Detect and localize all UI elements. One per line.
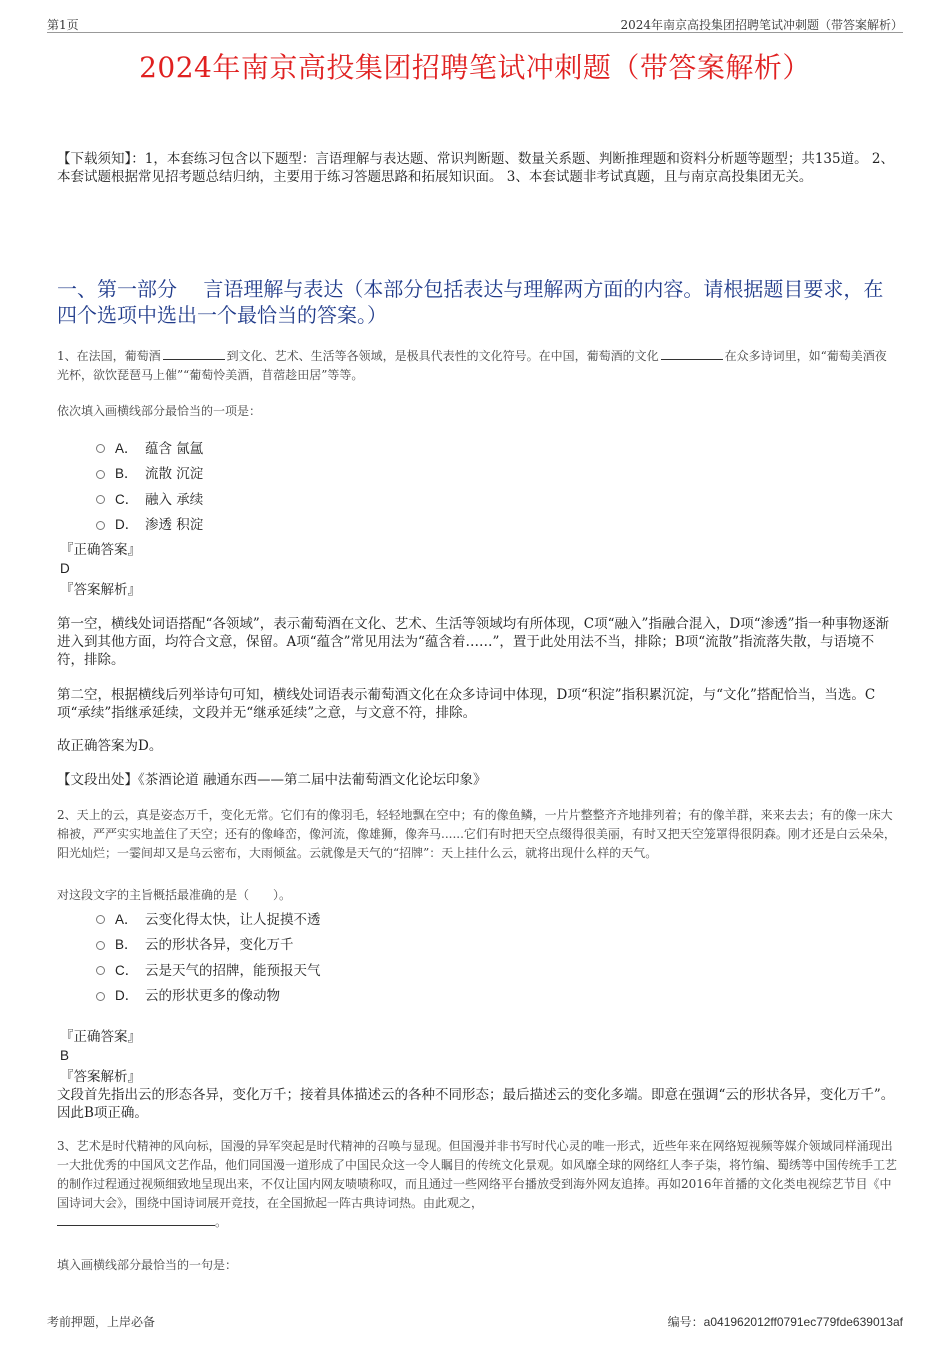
- question-2-prompt: 对这段文字的主旨概括最准确的是（ ）。: [57, 888, 292, 902]
- radio-icon[interactable]: [96, 992, 105, 1001]
- section-heading: 一、第一部分 言语理解与表达（本部分包括表达与理解两方面的内容。请根据题目要求，在四个选项中选出一个最恰当的答案。）: [57, 277, 884, 327]
- analysis-paragraph-1: 第一空，横线处词语搭配“各领域”，表示葡萄酒在文化、艺术、生活等领域均有所体现，C项“融入”指融合混入，D项“渗透”指一种事物逐渐进入到其他方面，均符合文意，保留。A项“蕴含”常见用法为“蕴含着……”，置于此处用法不当，排除；B项“流散”指流落失散，与语境不符，排除。: [57, 616, 890, 668]
- analysis-label: 『答案解析』: [60, 582, 141, 598]
- radio-icon[interactable]: [96, 966, 105, 975]
- page-header: [47, 12, 903, 33]
- option-b[interactable]: B． 流散 沉淀: [96, 460, 203, 486]
- radio-icon[interactable]: [96, 470, 105, 479]
- question-3-text: 3、艺术是时代精神的风向标，国漫的异军突起是时代精神的召唤与显现。但国漫并非书写时代心灵的唯一形式，近些年来在网络短视频等媒介领域同样涌现出一大批优秀的中国风文艺作品，他们同国漫一道形成了中国民众这一令人瞩目的传统文化景观。如风靡全球的网络红人李子柒，将竹编、蜀绣等中国传统手工艺的制作过程通过视频细致地呈现出来，不仅让国内网友啧啧称叹，而且通过一些网络平台播放受到海外网友追捧。再如2016年首播的文化类电视综艺节目《中国诗词大会》，围绕中国诗词展开竞技，在全国掀起一阵古典诗词热。由此观之， 。: [57, 1139, 898, 1229]
- question-2-text: 2、天上的云，真是姿态万千，变化无常。它们有的像羽毛，轻轻地飘在空中；有的像鱼鳞，一片片整整齐齐地排列着；有的像羊群，来来去去；有的像一床大棉被，严严实实地盖住了天空；还有的像峰峦，像河流，像雄狮，像奔马......它们有时把天空点缀得很美丽，有时又把天空笼罩得很阴森。刚才还是白云朵朵，阳光灿烂；一霎间却又是乌云密布，大雨倾盆。云就像是天气的“招牌”：天上挂什么云，就将出现什么样的天气。: [57, 808, 896, 860]
- passage-source: 【文段出处】《茶酒论道 融通东西——第二届中法葡萄酒文化论坛印象》: [57, 772, 487, 788]
- answer-label: 『正确答案』: [60, 542, 141, 558]
- radio-icon[interactable]: [96, 941, 105, 950]
- fill-blank: [661, 348, 723, 360]
- question-1-text: 1、在法国，葡萄酒 到文化、艺术、生活等各领域，是极具代表性的文化符号。在中国，葡萄酒的文化 在众多诗词里，如“葡萄美酒夜光杯，欲饮琵琶马上催”“葡萄怜美酒，苜蓿趁田居”等等。: [57, 349, 887, 382]
- question-3-prompt: 填入画横线部分最恰当的一句是：: [57, 1258, 238, 1272]
- answer-label: 『正确答案』: [60, 1029, 141, 1045]
- header-doc-title: 2024年南京高投集团招聘笔试冲刺题（带答案解析）: [620, 18, 903, 32]
- answer-value: B: [60, 1048, 70, 1063]
- answer-value: D: [60, 561, 70, 576]
- analysis-conclusion: 故正确答案为D。: [57, 738, 163, 754]
- option-d[interactable]: D． 渗透 积淀: [96, 511, 203, 537]
- analysis-label: 『答案解析』: [60, 1069, 141, 1085]
- option-c[interactable]: C． 云是天气的招牌，能预报天气: [96, 956, 321, 982]
- option-b[interactable]: B． 云的形状各异，变化万千: [96, 931, 321, 957]
- footer-slogan: 考前押题，上岸必备: [47, 1315, 156, 1329]
- question-1-options: [96, 434, 203, 536]
- analysis-paragraph-2: 第二空，根据横线后列举诗句可知，横线处词语表示葡萄酒文化在众多诗词中体现，D项“积淀”指积累沉淀，与“文化”搭配恰当，当选。C项“承续”指继承延续，文段并无“继承延续”之意，与文意不符，排除。: [57, 687, 876, 721]
- fill-blank: [57, 1214, 215, 1226]
- radio-icon[interactable]: [96, 521, 105, 530]
- document-title: 2024年南京高投集团招聘笔试冲刺题（带答案解析）: [139, 51, 811, 84]
- radio-icon[interactable]: [96, 915, 105, 924]
- option-d[interactable]: D． 云的形状更多的像动物: [96, 982, 321, 1008]
- question-1-prompt: 依次填入画横线部分最恰当的一项是：: [57, 404, 262, 418]
- option-c[interactable]: C． 融入 承续: [96, 485, 203, 511]
- radio-icon[interactable]: [96, 444, 105, 453]
- question-2-options: [96, 905, 321, 1007]
- fill-blank: [163, 348, 225, 360]
- footer-serial: 编号：a041962012ff0791ec779fde639013af: [667, 1315, 903, 1329]
- page-number: 第1页: [47, 18, 79, 32]
- radio-icon[interactable]: [96, 495, 105, 504]
- analysis-paragraph: 文段首先指出云的形态各异，变化万千；接着具体描述云的各种不同形态；最后描述云的变化多端。即意在强调“云的形状各异，变化万千”。因此B项正确。: [57, 1087, 895, 1121]
- option-a[interactable]: A． 云变化得太快，让人捉摸不透: [96, 905, 321, 931]
- option-a[interactable]: A． 蕴含 氤氲: [96, 434, 203, 460]
- download-notice: 【下载须知】：1，本套练习包含以下题型：言语理解与表达题、常识判断题、数量关系题、判断推理题和资料分析题等题型；共135道。 2、本套试题根据常见招考题总结归纳，主要用于练习答题思路和拓展知识面。 3、本套试题非考试真题，且与南京高投集团无关。: [57, 151, 894, 185]
